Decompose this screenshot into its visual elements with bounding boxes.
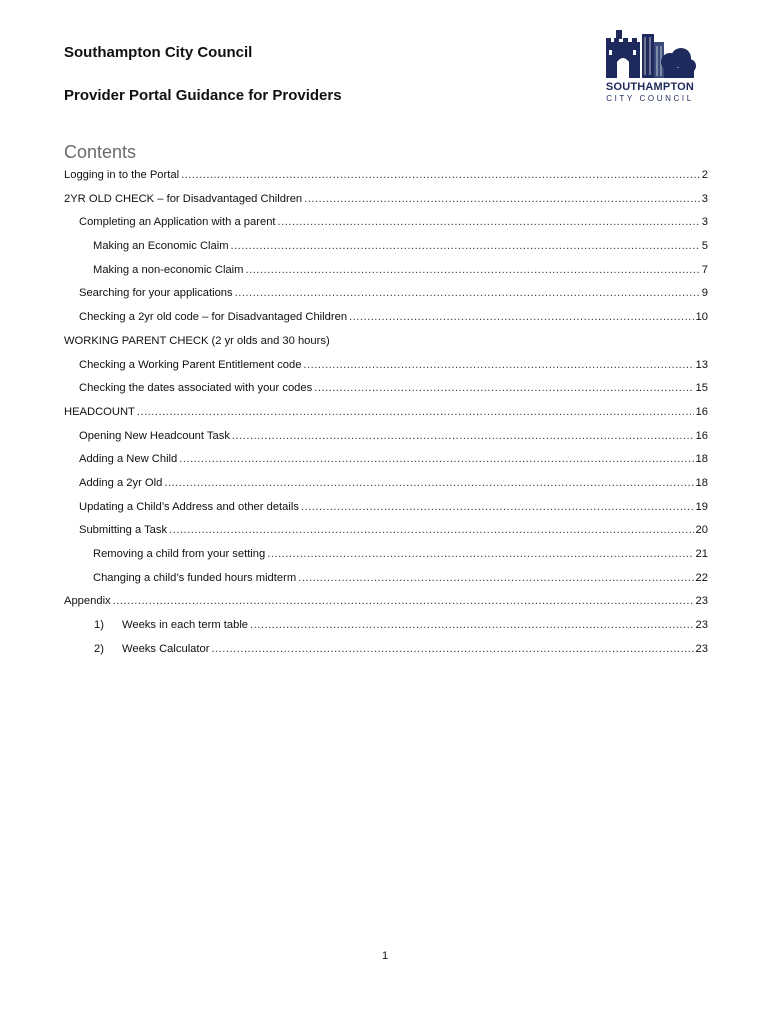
- toc-entry[interactable]: [64, 261, 708, 285]
- toc-entry-page: 23: [695, 642, 708, 655]
- toc-entry-label: HEADCOUNT: [64, 405, 135, 418]
- castle-skyline-icon: [604, 28, 696, 80]
- toc-entry-page: 18: [695, 453, 708, 466]
- toc-entry-page: 20: [695, 524, 708, 537]
- toc-entry-label: Appendix: [64, 595, 111, 608]
- toc-entry-label: Checking the dates associated with your codes: [79, 382, 313, 395]
- toc-entry[interactable]: [64, 450, 708, 474]
- toc-entry-label: Removing a child from your setting: [93, 548, 266, 560]
- toc-entry[interactable]: [64, 166, 708, 190]
- toc-entry-page: 3: [701, 216, 708, 229]
- toc-entry[interactable]: [64, 616, 708, 640]
- logo-subtitle: CITY COUNCIL: [606, 94, 694, 103]
- table-of-contents: [64, 166, 708, 663]
- toc-entry-page: 13: [695, 358, 708, 371]
- toc-entry[interactable]: [64, 213, 708, 237]
- toc-leader-dots: [169, 521, 693, 539]
- toc-entry-page: 5: [701, 240, 708, 253]
- toc-leader-dots: [179, 450, 693, 468]
- toc-entry[interactable]: [64, 521, 708, 545]
- toc-entry[interactable]: [64, 332, 708, 356]
- toc-leader-dots: [250, 616, 694, 634]
- toc-entry-label: 2YR OLD CHECK – for Disadvantaged Children: [64, 192, 303, 205]
- toc-leader-dots: [231, 237, 700, 255]
- toc-entry-label: Checking a Working Parent Entitlement code: [79, 358, 302, 371]
- toc-entry[interactable]: [64, 190, 708, 214]
- toc-leader-dots: [314, 379, 693, 397]
- toc-entry-label: Changing a child’s funded hours midterm: [93, 571, 297, 584]
- toc-leader-dots: [232, 427, 694, 445]
- toc-entry-label: Adding a 2yr Old: [79, 476, 163, 489]
- toc-entry-page: 23: [695, 619, 708, 632]
- toc-leader-dots: [301, 498, 694, 516]
- toc-leader-dots: [235, 284, 700, 302]
- toc-entry-page: 21: [695, 548, 708, 560]
- toc-leader-dots: [304, 190, 700, 208]
- toc-leader-dots: [278, 213, 700, 231]
- organization-title: Southampton City Council: [64, 44, 253, 61]
- toc-entry-label: Checking a 2yr old code – for Disadvantaged Children: [79, 311, 348, 324]
- toc-leader-dots: [137, 403, 694, 421]
- toc-leader-dots: [267, 545, 693, 563]
- toc-entry-page: 15: [695, 382, 708, 395]
- toc-entry-label: Logging in to the Portal: [64, 169, 180, 181]
- contents-heading: Contents: [64, 142, 137, 162]
- toc-leader-dots: [113, 592, 694, 610]
- toc-entry-page: 9: [701, 287, 708, 300]
- toc-entry[interactable]: [64, 427, 708, 451]
- toc-leader-dots: [211, 640, 693, 658]
- toc-entry-label: Searching for your applications: [79, 287, 233, 300]
- toc-leader-dots: [245, 261, 699, 279]
- toc-entry-label: Updating a Child’s Address and other details: [79, 500, 299, 513]
- toc-entry-page: 2: [701, 169, 708, 181]
- toc-entry[interactable]: [64, 356, 708, 380]
- toc-entry-page: 16: [695, 429, 708, 442]
- page-number: 1: [381, 950, 389, 962]
- toc-leader-dots: [181, 166, 700, 184]
- toc-entry-page: 22: [695, 571, 708, 584]
- council-logo: [598, 28, 702, 108]
- toc-entry-label: Adding a New Child: [79, 453, 178, 466]
- toc-entry[interactable]: [64, 403, 708, 427]
- toc-leader-dots: [298, 569, 693, 587]
- toc-entry-label: WORKING PARENT CHECK (2 yr olds and 30 hours): [64, 334, 330, 347]
- toc-entry-number: 1): [94, 619, 104, 632]
- toc-entry-label: Making a non-economic Claim: [93, 263, 244, 276]
- toc-entry[interactable]: [64, 379, 708, 403]
- toc-entry-number: 2): [94, 642, 104, 655]
- toc-entry[interactable]: [64, 237, 708, 261]
- toc-leader-dots: [349, 308, 694, 326]
- toc-entry-page: 7: [701, 263, 708, 276]
- toc-entry-label: Making an Economic Claim: [93, 240, 229, 253]
- toc-entry[interactable]: [64, 592, 708, 616]
- toc-entry-page: 18: [695, 476, 708, 489]
- toc-leader-dots: [303, 356, 693, 374]
- toc-entry-page: 16: [695, 405, 708, 418]
- document-title: Provider Portal Guidance for Providers: [64, 87, 342, 104]
- toc-entry[interactable]: [64, 498, 708, 522]
- toc-leader-dots: [164, 474, 693, 492]
- toc-entry-label: Weeks in each term table: [122, 619, 249, 632]
- toc-entry-label: Opening New Headcount Task: [79, 429, 230, 442]
- toc-entry[interactable]: [64, 545, 708, 569]
- toc-entry-page: 23: [695, 595, 708, 608]
- toc-entry[interactable]: [64, 474, 708, 498]
- toc-entry-page: 10: [695, 311, 708, 324]
- toc-entry[interactable]: [64, 284, 708, 308]
- logo-name: SOUTHAMPTON: [605, 81, 695, 93]
- toc-entry-label: Weeks Calculator: [122, 642, 210, 655]
- toc-entry[interactable]: [64, 640, 708, 664]
- toc-entry-label: Submitting a Task: [79, 524, 168, 537]
- toc-entry[interactable]: [64, 308, 708, 332]
- toc-entry-page: 19: [695, 500, 708, 513]
- toc-entry-label: Completing an Application with a parent: [79, 216, 276, 229]
- toc-entry[interactable]: [64, 569, 708, 593]
- toc-entry-page: 3: [701, 192, 708, 205]
